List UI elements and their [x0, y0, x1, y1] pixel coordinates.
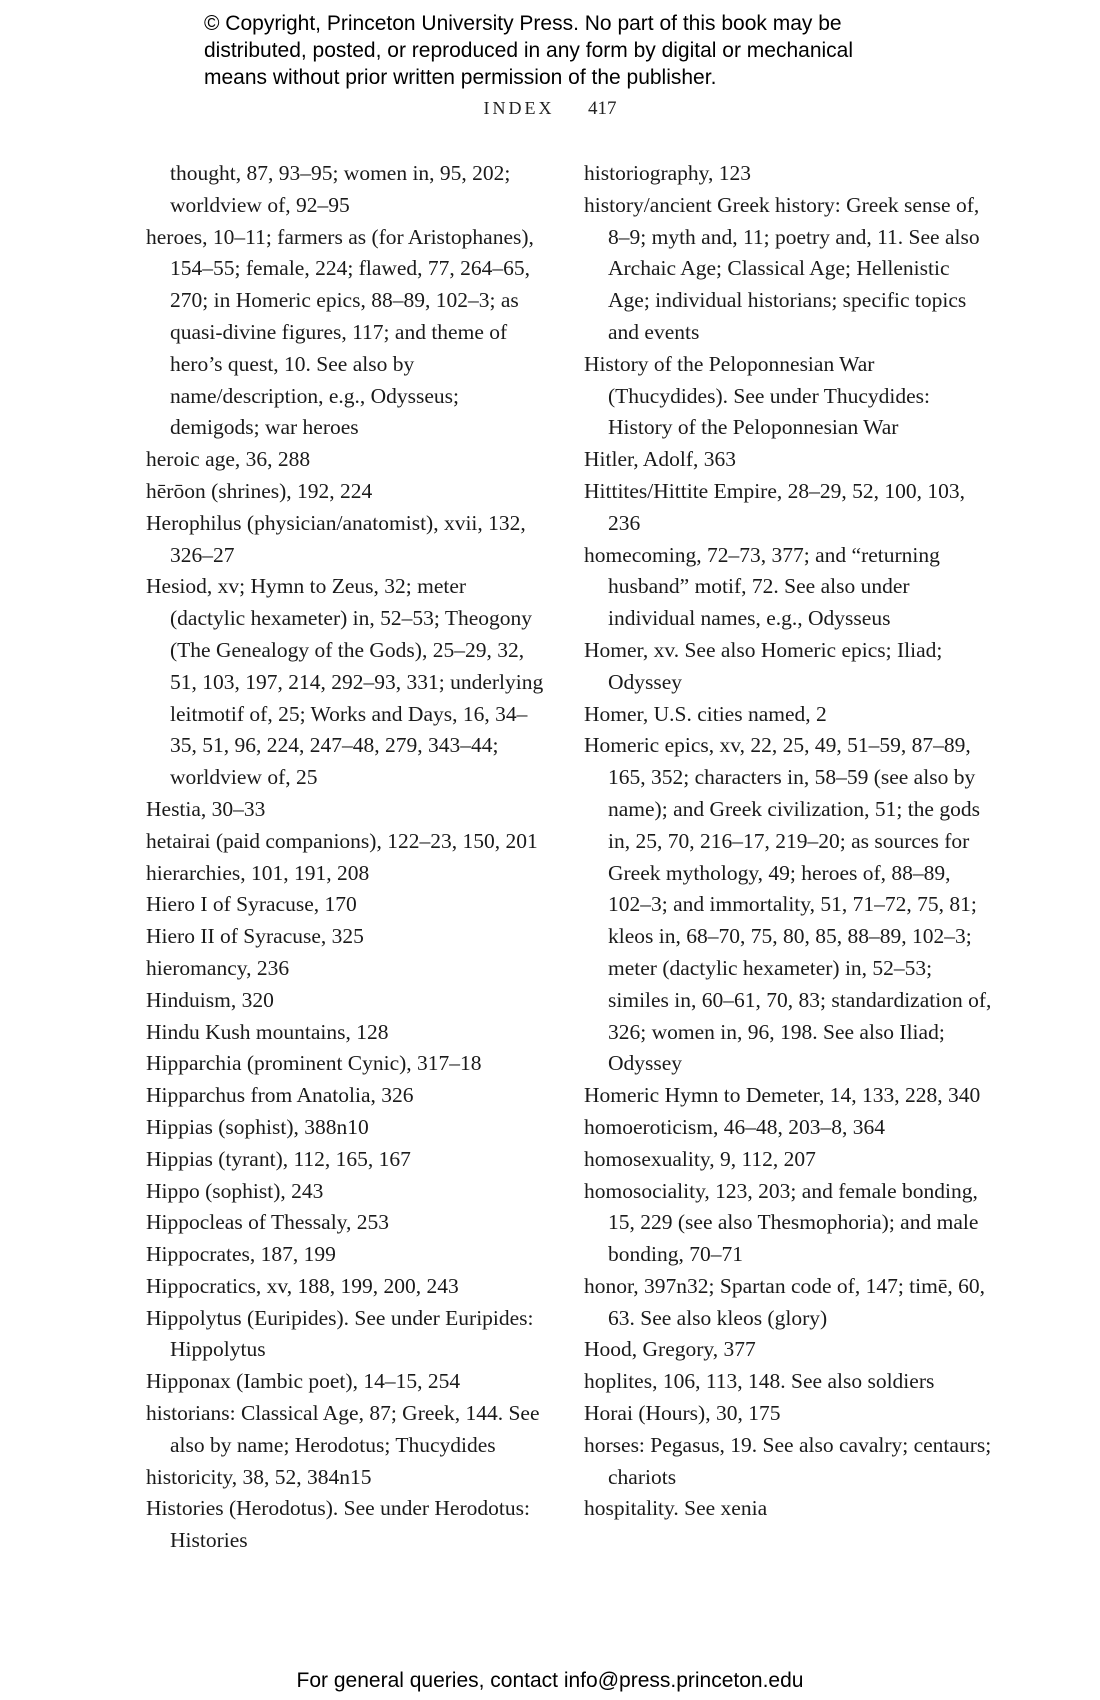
- index-entry: Hipparchus from Anatolia, 326: [146, 1083, 414, 1108]
- copyright-line: distributed, posted, or reproduced in any form by digital or mechanical: [204, 39, 854, 62]
- index-entry: Homeric Hymn to Demeter, 14, 133, 228, 340: [584, 1083, 981, 1108]
- index-entry: Hipparchia (prominent Cynic), 317–18: [146, 1051, 482, 1076]
- running-head-label: INDEX: [483, 98, 555, 118]
- index-entry: hoplites, 106, 113, 148. See also soldiers: [584, 1369, 935, 1394]
- index-entry: Hippias (tyrant), 112, 165, 167: [146, 1146, 411, 1171]
- index-entry: Hippocrates, 187, 199: [146, 1242, 336, 1267]
- index-entry: history/ancient Greek history: Greek sense of, 8–9; myth and, 11; poetry and, 11. See also Archaic Age; Classical Age; Hellenistic Age; individual historians; specific topics and events: [584, 192, 980, 344]
- index-entry: Histories (Herodotus). See under Herodotus: Histories: [146, 1496, 530, 1553]
- copyright-notice: [204, 10, 964, 91]
- index-entry: History of the Peloponnesian War (Thucydides). See under Thucydides: History of the Peloponnesian War: [584, 351, 931, 440]
- index-entry: hetairai (paid companions), 122–23, 150, 201: [146, 828, 538, 853]
- index-right-column: [584, 158, 994, 1525]
- index-entry: Hiero II of Syracuse, 325: [146, 924, 364, 949]
- index-entry: Herophilus (physician/anatomist), xvii, 132, 326–27: [146, 510, 526, 567]
- index-entry: Hinduism, 320: [146, 987, 274, 1012]
- index-entry: Hindu Kush mountains, 128: [146, 1019, 389, 1044]
- index-entry: hospitality. See xenia: [584, 1496, 768, 1521]
- running-head: [0, 98, 1100, 120]
- index-entry: Hipponax (Iambic poet), 14–15, 254: [146, 1369, 461, 1394]
- copyright-line: © Copyright, Princeton University Press. No part of this book may be: [204, 12, 842, 35]
- index-entry: heroes, 10–11; farmers as (for Aristophanes), 154–55; female, 224; flawed, 77, 264–65, 270; in Homeric epics, 88–89, 102–3; as quasi-divine figures, 117; and theme of hero’s quest, 10. See also by name/description, e.g., Odysseus; demigods; war heroes: [146, 224, 534, 440]
- index-entry: Hippias (sophist), 388n10: [146, 1114, 369, 1139]
- index-entry: homecoming, 72–73, 377; and “returning husband” motif, 72. See also under individual names, e.g., Odysseus: [584, 542, 940, 631]
- index-entry: historians: Classical Age, 87; Greek, 144. See also by name; Herodotus; Thucydides: [146, 1401, 540, 1457]
- copyright-line: means without prior written permission of the publisher.: [204, 66, 717, 89]
- index-entry: Hiero I of Syracuse, 170: [146, 892, 357, 917]
- page-number: 417: [588, 98, 617, 119]
- index-left-column: [146, 158, 546, 1557]
- index-entry: hieromancy, 236: [146, 955, 290, 980]
- index-entry: Hesiod, xv; Hymn to Zeus, 32; meter (dactylic hexameter) in, 52–53; Theogony (The Genealogy of the Gods), 25–29, 32, 51, 103, 197, 214, 292–93, 331; underlying leitmotif of, 25; Works and Days, 16, 34–35, 51, 96, 224, 247–48, 279, 343–44; worldview of, 25: [146, 574, 544, 790]
- index-entry: heroic age, 36, 288: [146, 447, 311, 472]
- index-entry: Hittites/Hittite Empire, 28–29, 52, 100, 103, 236: [584, 478, 965, 535]
- index-entry: historicity, 38, 52, 384n15: [146, 1464, 372, 1489]
- index-entry: Hitler, Adolf, 363: [584, 447, 737, 472]
- index-entry: homosexuality, 9, 112, 207: [584, 1146, 816, 1171]
- index-entry: hērōon (shrines), 192, 224: [146, 478, 373, 503]
- index-entry: Horai (Hours), 30, 175: [584, 1401, 781, 1426]
- index-entry: Hood, Gregory, 377: [584, 1337, 756, 1362]
- index-entry: homoeroticism, 46–48, 203–8, 364: [584, 1114, 885, 1139]
- index-entry: honor, 397n32; Spartan code of, 147; timē, 60, 63. See also kleos (glory): [584, 1273, 986, 1330]
- index-entry: historiography, 123: [584, 161, 752, 185]
- footer-contact: For general queries, contact info@press.princeton.edu: [296, 1669, 804, 1692]
- index-entry: Hestia, 30–33: [146, 796, 266, 821]
- index-entry: Hippocratics, xv, 188, 199, 200, 243: [146, 1273, 459, 1298]
- index-entry: homosociality, 123, 203; and female bonding, 15, 229 (see also Thesmophoria); and male bonding, 70–71: [584, 1178, 979, 1267]
- index-entry: Homer, xv. See also Homeric epics; Iliad; Odyssey: [584, 637, 943, 694]
- index-entry: horses: Pegasus, 19. See also cavalry; centaurs; chariots: [584, 1432, 992, 1489]
- index-entry: Hippolytus (Euripides). See under Euripides: Hippolytus: [146, 1305, 534, 1362]
- index-entry: Homer, U.S. cities named, 2: [584, 701, 827, 726]
- index-entry: thought, 87, 93–95; women in, 95, 202; worldview of, 92–95: [170, 161, 511, 217]
- index-entry: hierarchies, 101, 191, 208: [146, 860, 370, 885]
- index-entry: Hippo (sophist), 243: [146, 1178, 324, 1203]
- index-entry: Hippocleas of Thessaly, 253: [146, 1210, 390, 1235]
- index-entry: Homeric epics, xv, 22, 25, 49, 51–59, 87–89, 165, 352; characters in, 58–59 (see also by name); and Greek civilization, 51; the gods in, 25, 70, 216–17, 219–20; as sources for Greek mythology, 49; heroes of, 88–89, 102–3; and immortality, 51, 71–72, 75, 81; kleos in, 68–70, 75, 80, 85, 88–89, 102–3; meter (dactylic hexameter) in, 52–53; similes in, 60–61, 70, 83; standardization of, 326; women in, 96, 198. See also Iliad; Odyssey: [584, 733, 992, 1076]
